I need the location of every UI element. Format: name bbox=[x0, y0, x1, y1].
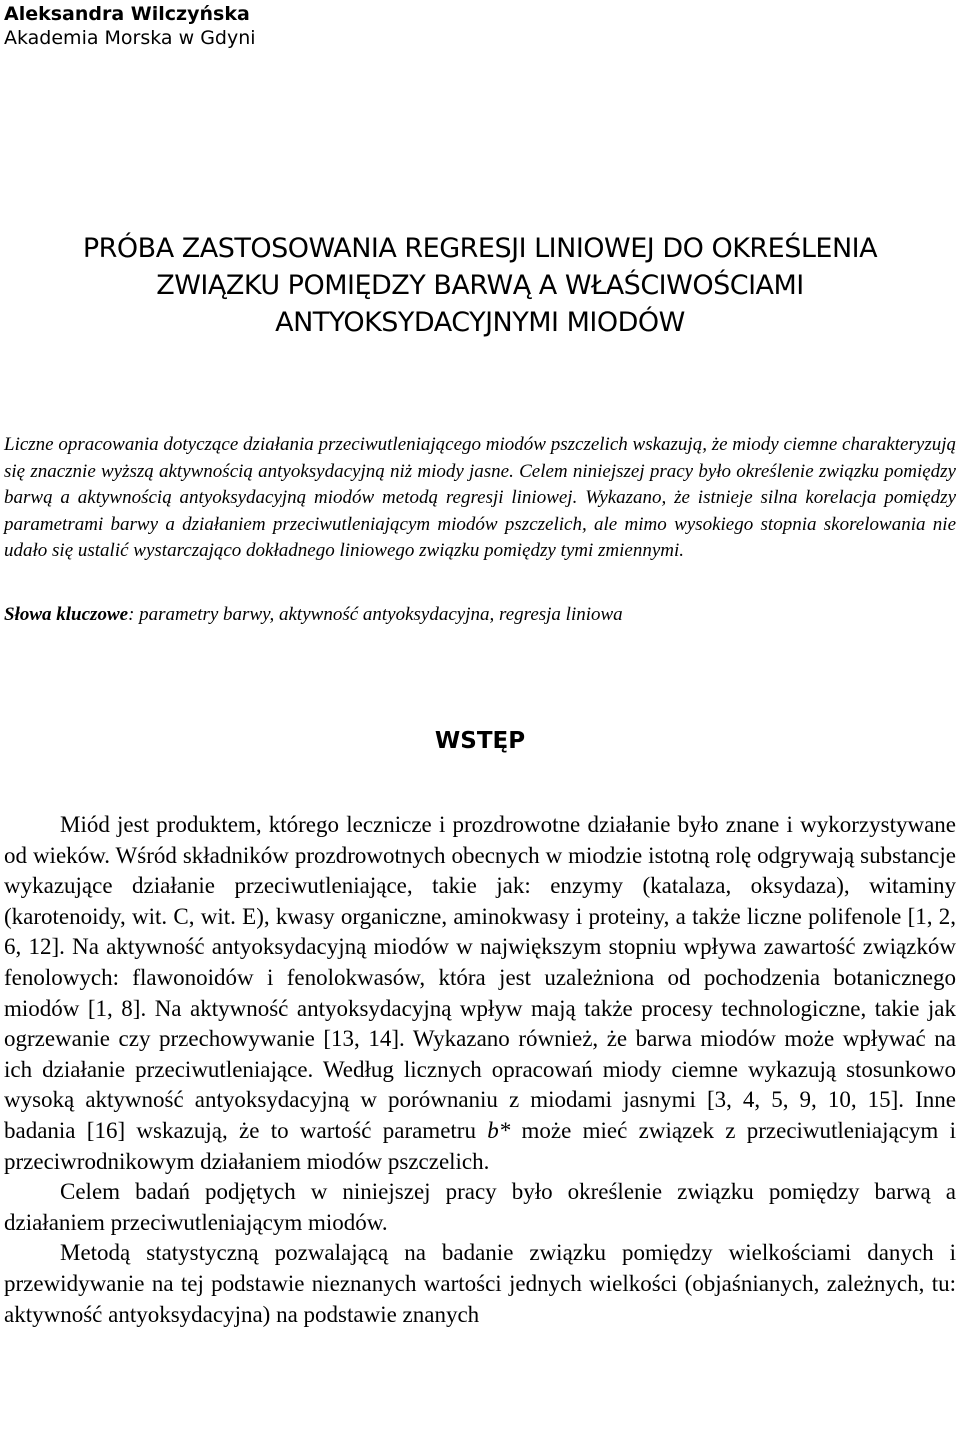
paragraph-1-part-a: Miód jest produktem, którego lecznicze i prozdrowotne działanie było znane i wykorzystywane od wieków. Wśród składników prozdrowotnych obecnych w miodzie istotną rolę odgrywają substancje wykazujące działanie przeciwutleniające, takie jak: enzymy (katalaza, oksydaza), witaminy (karotenoidy, wit. C, wit. E), kwasy organiczne, aminokwasy i proteiny, a także liczne polifenole [1, 2, 6, 12]. Na aktywność antyoksydacyjną miodów w największym stopniu wpływa zawartość związków fenolowych: flawonoidów i fenolokwasów, która jest uzależniona od pochodzenia botanicznego miodów [1, 8]. Na aktywność antyoksydacyjną wpływ mają także procesy technologiczne, takie jak ogrzewanie czy przechowywanie [13, 14]. Wykazano również, że barwa miodów może wpływać na ich działanie przeciwutleniające. Według licznych opracowań miody ciemne wykazują stosunkowo wysoką aktywność antyoksydacyjną w porównaniu z miodami jasnymi [3, 4, 5, 9, 10, 15]. Inne badania [16] wskazują, że to wartość parametru bbox=[4, 812, 956, 1143]
paper-title bbox=[0, 230, 960, 341]
keywords-label: Słowa kluczowe bbox=[4, 604, 129, 625]
author-name: Aleksandra Wilczyńska bbox=[4, 3, 250, 25]
keywords bbox=[4, 602, 956, 628]
parameter-b-star: b* bbox=[487, 1117, 511, 1143]
title-line-2: ZWIĄZKU POMIĘDZY BARWĄ A WŁAŚCIWOŚCIAMI bbox=[156, 270, 804, 301]
title-line-3: ANTYOKSYDACYJNYMI MIODÓW bbox=[275, 307, 685, 338]
paragraph-3: Metodą statystyczną pozwalającą na badanie związku pomiędzy wielkościami danych i przewidywanie na tej podstawie nieznanych wartości jednych wielkości (objaśnianych, zależnych, tu: aktywność antyoksydacyjna) na podstawie znanych bbox=[4, 1240, 956, 1327]
paragraph-2: Celem badań podjętych w niniejszej pracy było określenie związku pomiędzy barwą a działaniem przeciwutleniającym miodów. bbox=[4, 1179, 956, 1235]
paragraph-1-part-b: może mieć związek z przeciwutleniającym i przeciwrodnikowym działaniem miodów pszczelich. bbox=[4, 1117, 956, 1174]
author-affiliation: Akademia Morska w Gdyni bbox=[4, 27, 256, 49]
abstract: Liczne opracowania dotyczące działania przeciwutleniającego miodów pszczelich wskazują, że miody ciemne charakteryzują się znacznie wyższą aktywnością antyoksydacyjną niż miody jasne. Celem niniejszej pracy było określenie związku pomiędzy barwą a aktywnością antyoksydacyjną miodów metodą regresji liniowej. Wykazano, że istnieje silna korelacja pomiędzy parametrami barwy a działaniem przeciwutleniającym miodów pszczelich, ale mimo wysokiego stopnia skorelowania nie udało się ustalić wystarczająco dokładnego liniowego związku pomiędzy tymi zmiennymi. bbox=[4, 434, 956, 562]
title-line-1: PRÓBA ZASTOSOWANIA REGRESJI LINIOWEJ DO OKREŚLENIA bbox=[82, 233, 878, 264]
author-block bbox=[4, 2, 256, 50]
keywords-separator: : bbox=[128, 604, 140, 625]
paragraph-1 bbox=[4, 810, 956, 1177]
section-heading: WSTĘP bbox=[434, 728, 526, 754]
keywords-text: parametry barwy, aktywność antyoksydacyjna, regresja liniowa bbox=[139, 604, 623, 625]
body-text bbox=[4, 810, 956, 1330]
